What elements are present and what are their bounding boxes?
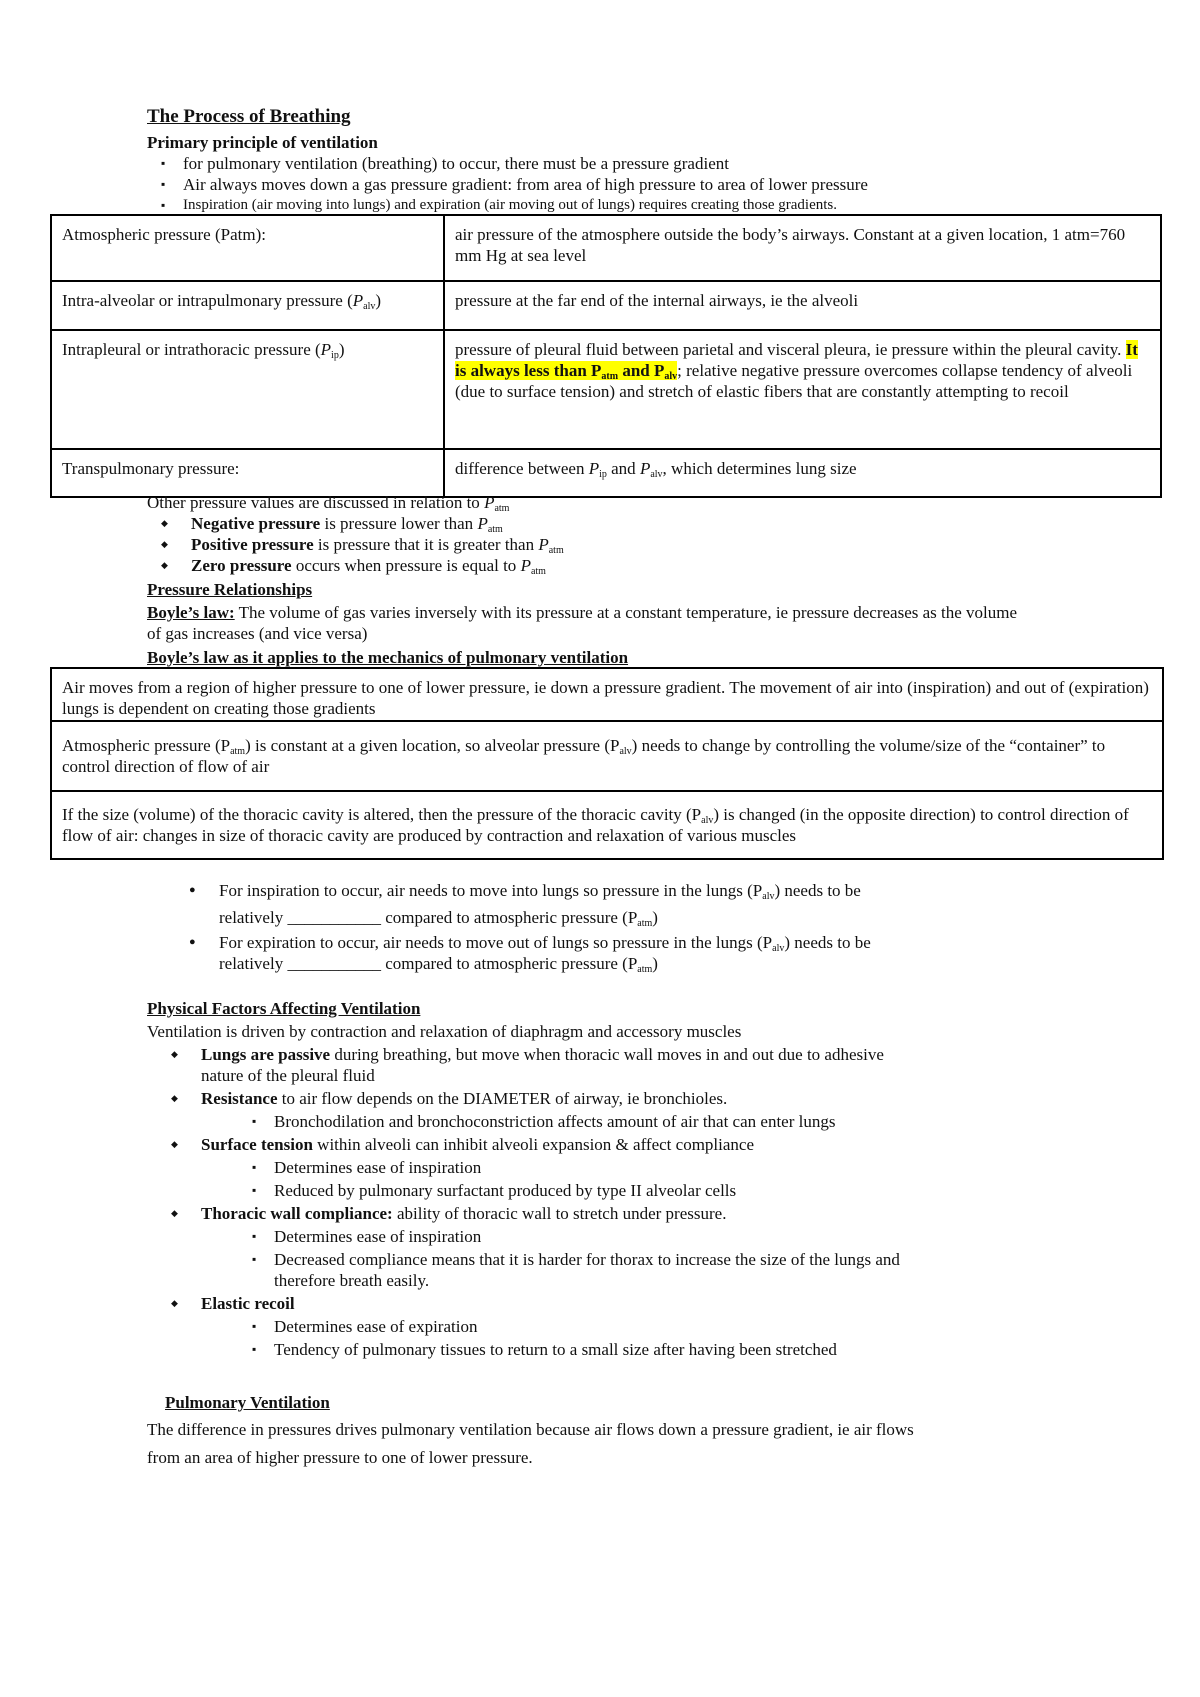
list-item: ◆ Surface tension within alveoli can inhibit alveoli expansion & affect compliance (201, 1134, 900, 1155)
subtitle-primary-principle: Primary principle of ventilation (147, 133, 378, 152)
table-cell-def: pressure of pleural fluid between parietal and visceral pleura, ie pressure within the pleural cavity. It is always less than $P_{atm}$ and $P_{alv}$; relative negative pressure overcomes collapse tendency of alveoli (due to surface tension) and stretch of elastic fibers that are constantly attempting to recoil (455, 340, 1138, 401)
physical-factors-list (201, 1044, 900, 1360)
sub-list-item: ▪ Tendency of pulmonary tissues to return to a small size after having been stretched (274, 1339, 900, 1360)
table-cell-term: Atmospheric pressure (Patm): (52, 216, 445, 280)
sub-list-item: ▪ Reduced by pulmonary surfactant produced by type II alveolar cells (274, 1180, 900, 1201)
principle-list (183, 153, 868, 216)
list-item: ◆ Elastic recoil (201, 1293, 900, 1314)
table-row: If the size (volume) of the thoracic cavity is altered, then the pressure of the thoracic cavity $(P_{alv})$ is changed (in the opposite direction) to control direction of flow of air: changes in size of thoracic cavity are produced by contraction and relaxation of various muscles (62, 805, 1129, 845)
list-item: ▪ Air always moves down a gas pressure gradient: from area of high pressure to area of lower pressure (183, 174, 868, 195)
physical-factors-title: Physical Factors Affecting Ventilation (147, 999, 421, 1018)
page-title: The Process of Breathing (147, 106, 351, 127)
list-item: ◆ Resistance to air flow depends on the DIAMETER of airway, ie bronchioles. (201, 1088, 900, 1109)
fill-in-list (219, 880, 871, 974)
list-item: ● For inspiration to occur, air needs to move into lungs so pressure in the lungs $(P_{alv})$ needs to be (219, 880, 871, 901)
pressure-table (50, 214, 1162, 498)
list-item: ◆ Positive pressure is pressure that it is greater than $P_{atm}$ (191, 534, 564, 555)
sub-list-item: ▪ Determines ease of expiration (274, 1316, 900, 1337)
table-cell-def: air pressure of the atmosphere outside the body’s airways. Constant at a given location, 1 atm=760 mm Hg at sea level (455, 225, 1126, 265)
table-cell-def: difference between $P_{ip}$ and $P_{alv}$, which determines lung size (455, 459, 857, 480)
other-pressure-intro: Other pressure values are discussed in relation to $P_{atm}$ (147, 493, 510, 514)
table-row: Atmospheric pressure $(P_{atm})$ is constant at a given location, so alveolar pressure $(P_{alv})$ needs to change by controlling the volume/size of the “container” to control direction of flow of air (52, 722, 1162, 792)
list-item: ◆ Negative pressure is pressure lower than $P_{atm}$ (191, 513, 564, 534)
list-item: ◆ Zero pressure occurs when pressure is equal to $P_{atm}$ (191, 555, 564, 576)
sub-list-item: ▪ Decreased compliance means that it is harder for thorax to increase the size of the lungs and (274, 1249, 900, 1270)
table-cell-def: pressure at the far end of the internal airways, ie the alveoli (455, 291, 859, 310)
list-item: ▪ Inspiration (air moving into lungs) and expiration (air moving out of lungs) requires creating those gradients. (183, 195, 868, 216)
sub-list-item: ▪ Determines ease of inspiration (274, 1226, 900, 1247)
table-row (52, 450, 1160, 496)
table-row (52, 282, 1160, 331)
list-item: ◆ Lungs are passive during breathing, but move when thoracic wall moves in and out due to adhesive (201, 1044, 900, 1065)
table-cell-term: Transpulmonary pressure: (52, 450, 445, 496)
boyle-table (50, 667, 1164, 860)
table-cell-term: Intra-alveolar or intrapulmonary pressure $(P_{alv})$ (52, 282, 445, 329)
list-item-continuation: nature of the pleural fluid (201, 1066, 375, 1085)
sub-list-item-continuation: therefore breath easily. (274, 1271, 430, 1290)
list-item-continuation: relatively ___________ compared to atmospheric pressure $(P_{atm})$ (219, 908, 658, 929)
pressure-types-list (191, 513, 564, 576)
list-item: ▪ for pulmonary ventilation (breathing) to occur, there must be a pressure gradient (183, 153, 868, 174)
highlight-text: It is always less than $P_{atm}$ and $P_{alv}$ (455, 340, 1138, 382)
list-item: ◆ Thoracic wall compliance: ability of thoracic wall to stretch under pressure. (201, 1203, 900, 1224)
pulmonary-ventilation-title: Pulmonary Ventilation (165, 1393, 330, 1412)
boyles-law-text: Boyle’s law: The volume of gas varies inversely with its pressure at a constant temperature, ie pressure decreases as the volume of gas increases (and vice versa) (147, 603, 1018, 643)
list-item-continuation: relatively ___________ compared to atmospheric pressure $(P_{atm})$ (219, 954, 658, 975)
list-item: ● For expiration to occur, air needs to move out of lungs so pressure in the lungs $(P_{alv})$ needs to be (219, 932, 871, 953)
sub-list-item: ▪ Bronchodilation and bronchoconstriction affects amount of air that can enter lungs (274, 1111, 900, 1132)
physical-factors-intro: Ventilation is driven by contraction and relaxation of diaphragm and accessory muscles (147, 1022, 742, 1041)
table-row (52, 216, 1160, 282)
table-cell-term: Intrapleural or intrathoracic pressure $(P_{ip})$ (52, 331, 445, 448)
pressure-relationships-title: Pressure Relationships (147, 580, 313, 599)
pulmonary-ventilation-text: The difference in pressures drives pulmonary ventilation because air flows down a pressure gradient, ie air flows from an area of higher pressure to one of lower pressure. (147, 1420, 914, 1467)
sub-list-item: ▪ Determines ease of inspiration (274, 1157, 900, 1178)
table-row: Air moves from a region of higher pressure to one of lower pressure, ie down a pressure gradient. The movement of air into (inspiration) and out of (expiration) lungs is dependent on creating those gradients (52, 669, 1162, 722)
table-row (52, 331, 1160, 450)
boyles-law-application-title: Boyle’s law as it applies to the mechanics of pulmonary ventilation (147, 648, 629, 667)
